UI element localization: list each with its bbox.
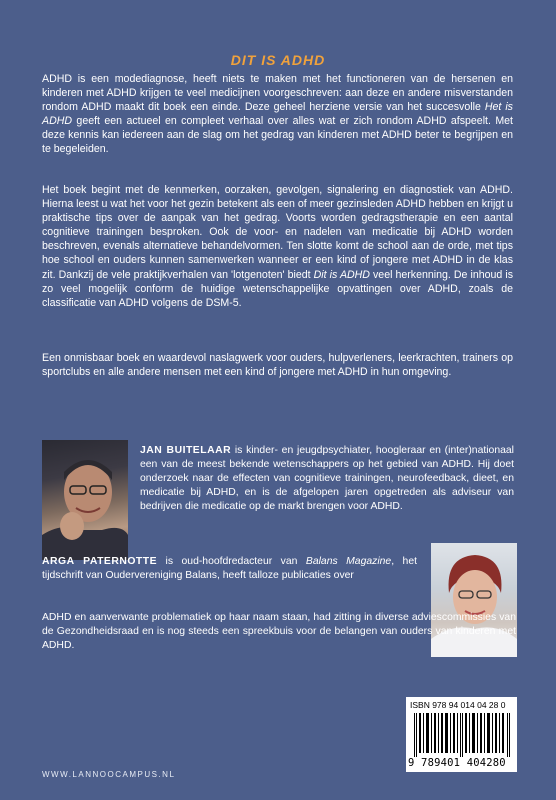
publisher-website: WWW.LANNOOCAMPUS.NL	[42, 770, 176, 779]
content-book-title: Dit is ADHD	[313, 268, 370, 281]
closing-paragraph: Een onmisbaar boek en waardevol naslagwerk voor ouders, hulpverleners, leerkrachten, trainers op sportclubs en alle andere mensen met een kind of jongere met ADHD in hun omgeving.	[42, 352, 513, 379]
content-paragraph	[42, 183, 513, 310]
isbn-label: ISBN 978 94 014 04 28 0	[410, 700, 506, 710]
author-bio-arga-paternotte	[42, 555, 417, 583]
content-text-b: veel herkenning. De inhoud is zo veel mogelijk conform de huidige wetenschappelijke opvattingen over ADHD, zoals de classificatie van ADHD volgens de DSM-5.	[42, 268, 514, 309]
author-name-arga-paternotte: ARGA PATERNOTTE	[42, 556, 158, 567]
barcode-bars	[414, 713, 512, 757]
intro-text-a: ADHD is een modediagnose, heeft niets te maken met het functioneren van de hersenen en kinderen met ADHD krijgen te veel medicijnen voorgeschreven: aan deze en andere misverstanden rondom ADHD maakt dit boek een einde. Deze geheel herziene versie van het succesvolle	[42, 73, 513, 114]
author2-bio-text-a: is oud-hoofdredacteur van	[157, 556, 306, 567]
author-bio-text: is kinder- en jeugdpsychiater, hoogleraar en (inter)nationaal een van de meest bekende wetenschappers op het gebied van ADHD. Hij doet onderzoek naar de effecten van cognitieve trainingen, neurofeedback, dieet, en medicatie bij ADHD, en is de afgelopen jaren opgetreden als adviseur van bedrijven die medicatie op de markt brengen voor ADHD.	[140, 445, 514, 512]
portrait-man-image	[42, 440, 128, 560]
intro-text-b: geeft een actueel en compleet verhaal over alles wat er zich rondom ADHD afspeelt. Met deze kennis kan iedereen aan de slag om het gedrag van kinderen met ADHD beter te begrijpen en te begeleiden.	[42, 115, 513, 156]
author-bio-jan-buitelaar	[140, 444, 514, 514]
author2-bio-text-b: , het tijdschrift van Oudervereniging Balans, heeft talloze publicaties over	[42, 556, 418, 581]
content-text-a: Het boek begint met de kenmerken, oorzaken, gevolgen, signalering en diagnostiek van ADHD. Hierna leest u wat het voor het gezin betekent als een of meer gezinsleden ADHD hebben en krijgt u praktische tips over de aanpak van het gedrag. Voorts worden gedragstherapie en een aantal cognitieve trainingen besproken. Ook de voor- en nadelen van medicatie bij ADHD worden beschreven, evenals alternatieve behandelvormen. Ten slotte komt de school aan de orde, met tips hoe school en ouders kunnen samenwerken wanneer er een kind of jongere met ADHD in de klas zit. Dankzij de vele praktijkverhalen van 'lotgenoten' biedt	[42, 184, 513, 281]
author2-bio-continued: ADHD en aanverwante problematiek op haar naam staan, had zitting in diverse adviescommissies van de Gezondheidsraad en is nog steeds een spreekbuis voor de belangen van ouders van kinderen met ADHD.	[42, 612, 516, 651]
dit-is-adhd-heading: DIT IS ADHD	[230, 52, 326, 68]
magazine-title: Balans Magazine	[305, 556, 392, 567]
barcode-number: 9 789401 404280	[408, 757, 506, 769]
intro-paragraph	[42, 72, 513, 157]
intro-book-title: Het is ADHD	[42, 101, 513, 128]
author-name-jan-buitelaar: JAN BUITELAAR	[140, 445, 232, 456]
author-photo-jan-buitelaar	[42, 440, 128, 560]
isbn-barcode	[406, 697, 517, 772]
